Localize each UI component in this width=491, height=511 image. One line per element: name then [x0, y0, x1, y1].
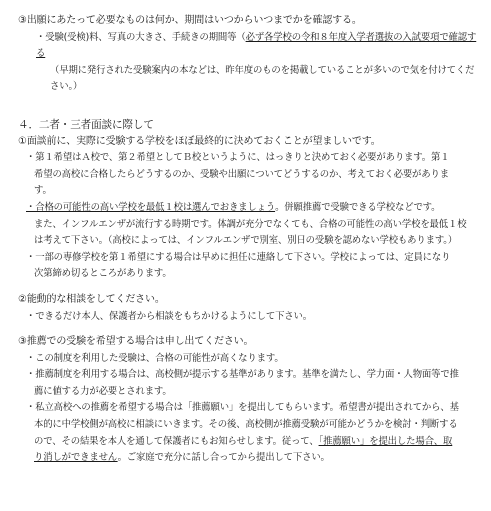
- item3-heading: ③出願にあたって必要なものは何か、期間はいつからいつまでかを確認する。: [18, 15, 362, 26]
- section4-title: ４．二者・三者面談に際して: [18, 118, 154, 131]
- item3-note: （早期に発行された受験案内の本などは、昨年度のものを掲載していることが多いので気を付けてください。）: [50, 64, 475, 93]
- p3-b3-line3-text: ので、その結果を本人を通して保護者にもお知らせします。従って、: [34, 435, 319, 447]
- p3-bullet-2: [26, 367, 479, 400]
- p3-b3-line3-underlined: 「推薦願い」を提出した場合、取: [318, 435, 453, 447]
- p1-b2-line1: [26, 200, 479, 217]
- p1-heading: ①面談前に、実際に受験する学校をほぼ最終的に決めておくことが望ましいです。: [18, 135, 381, 147]
- p3-b3-line2: 本的に中学校側が高校に相談にいきます。その後、高校側が推薦受験が可能かどうかを検討・判断する: [34, 419, 458, 431]
- p2-b1-line1: ・できるだけ本人、保護者から相談をもちかけるようにして下さい。: [26, 310, 312, 322]
- p3-b3-line4: [26, 450, 479, 467]
- p1-b3-line2: 次第締め切るところがあります。: [34, 268, 172, 280]
- p1-bullet-1: [26, 150, 479, 200]
- p3-b3-line4-text: 。ご家庭で充分に話し合ってから提出して下さい。: [117, 452, 330, 464]
- p1-b1-line1: ・第１希望はＡ校で、第２希望としてＢ校というように、はっきりと決めておく必要があります。第１: [26, 152, 450, 164]
- p1-b2-line3: は考えて下さい。（高校によっては、インフルエンザで別室、別日の受験を認めない学校もあります。）: [34, 235, 458, 247]
- p3-b2-line1: ・推薦制度を利用する場合は、高校側が提示する基準があります。基準を満たし、学力面・人物面等で推: [26, 369, 459, 381]
- p1-bullets: [18, 150, 479, 283]
- p1-b2-rest: 。併願推薦で受験できる学校などです。: [275, 201, 441, 213]
- p1-bullet-2: [26, 200, 479, 250]
- p2-bullets: [18, 309, 479, 326]
- p3-bullets: [18, 351, 479, 467]
- p1-b2-underlined: ・合格の可能性の高い学校を最低１校は選んでおきましょう: [26, 201, 276, 213]
- p1-b3-line1: ・一部の専修学校を第１希望にする場合は早めに担任に連絡して下さい。学校によっては、定員になり: [26, 251, 451, 263]
- p3-b3-line4-underlined: り消しができません: [34, 452, 118, 464]
- item3-bullet: [18, 30, 479, 63]
- item3-bullet-underlined: 必ず各学校の令和８年度入学者選抜の入試要項で確認する: [36, 31, 477, 60]
- item3-bullet-text: ・受験(受検)料、写真の大きさ、手続きの期間等（: [36, 31, 246, 43]
- p3-b2-line2: 薦に値する力が必要とされます。: [34, 385, 172, 397]
- p3-bullet-3: [26, 400, 479, 466]
- p2-heading: ②能動的な相談をしてください。: [18, 293, 165, 305]
- p1-b1-line3: す。: [34, 185, 52, 197]
- p1-b2-line2: また、インフルエンザが流行する時期です。体調が充分でなくても、合格の可能性の高い学校を最低１校: [34, 218, 467, 230]
- p1-bullet-3: [26, 250, 479, 283]
- p3-b3-line3: [26, 434, 479, 451]
- p3-b1-line1: ・この制度を利用した受験は、合格の可能性が高くなります。: [26, 352, 284, 364]
- p3-heading: ③推薦での受験を希望する場合は申し出てください。: [18, 336, 254, 348]
- p3-b3-line1: ・私立高校への推薦を希望する場合は「推薦願い」を提出してもらいます。希望書が提出されてから、基: [26, 402, 459, 414]
- p1-b1-line2: 希望の高校に合格したらどうするのか、受験や出願についてどうするのか、考えておく必要がありま: [34, 168, 449, 180]
